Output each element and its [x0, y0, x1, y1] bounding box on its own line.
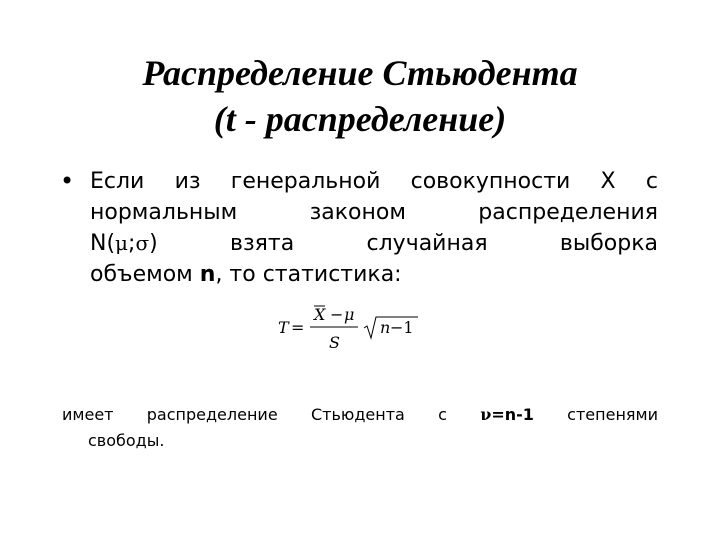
formula-n: n — [380, 318, 391, 337]
formula-mu: μ — [344, 305, 355, 324]
formula-equals: = — [291, 318, 305, 337]
bullet-marker: • — [60, 167, 75, 195]
word: выборка — [559, 231, 658, 256]
word: случайная — [366, 231, 488, 256]
sigma-symbol: σ — [135, 231, 150, 255]
nu-symbol: ν — [480, 405, 492, 424]
footer-line-2: свободы. — [88, 431, 165, 450]
word: взята — [230, 231, 295, 256]
normal-distribution-notation: N(μ;σ) — [90, 231, 158, 256]
footer-line-1: имеет распределение Стьюдента с ν=n-1 степенями — [62, 402, 658, 428]
word: нормальным — [90, 200, 238, 225]
formula-s: S — [329, 333, 340, 352]
title-line-1: Распределение Стьюдента — [142, 53, 578, 93]
formula-minus-one: −1 — [390, 318, 414, 337]
t-statistic-formula — [276, 300, 426, 358]
formula-minus: − — [330, 305, 344, 324]
degrees-of-freedom: ν=n-1 — [480, 405, 534, 424]
footer-paragraph — [62, 402, 658, 454]
word: с — [645, 169, 658, 194]
formula-xbar: X — [314, 305, 326, 324]
bullet-line-1 — [90, 166, 658, 197]
word: Если — [90, 169, 145, 194]
word: генеральной — [230, 169, 381, 194]
bullet-line-3 — [90, 228, 658, 259]
word: из — [174, 169, 201, 194]
word: X — [600, 169, 616, 194]
bullet-line-4: объемом n, то статистика: — [90, 262, 402, 287]
bullet-line-2 — [90, 197, 658, 228]
word: совокупности — [410, 169, 571, 194]
word: распределения — [478, 200, 658, 225]
slide-title — [40, 50, 680, 142]
sample-size-n: n — [199, 262, 216, 287]
title-line-2: (t - распределение) — [213, 99, 507, 139]
word: законом — [309, 200, 406, 225]
mu-symbol: μ — [115, 231, 129, 255]
bullet-paragraph — [62, 166, 658, 290]
formula-lhs: T — [278, 318, 289, 337]
